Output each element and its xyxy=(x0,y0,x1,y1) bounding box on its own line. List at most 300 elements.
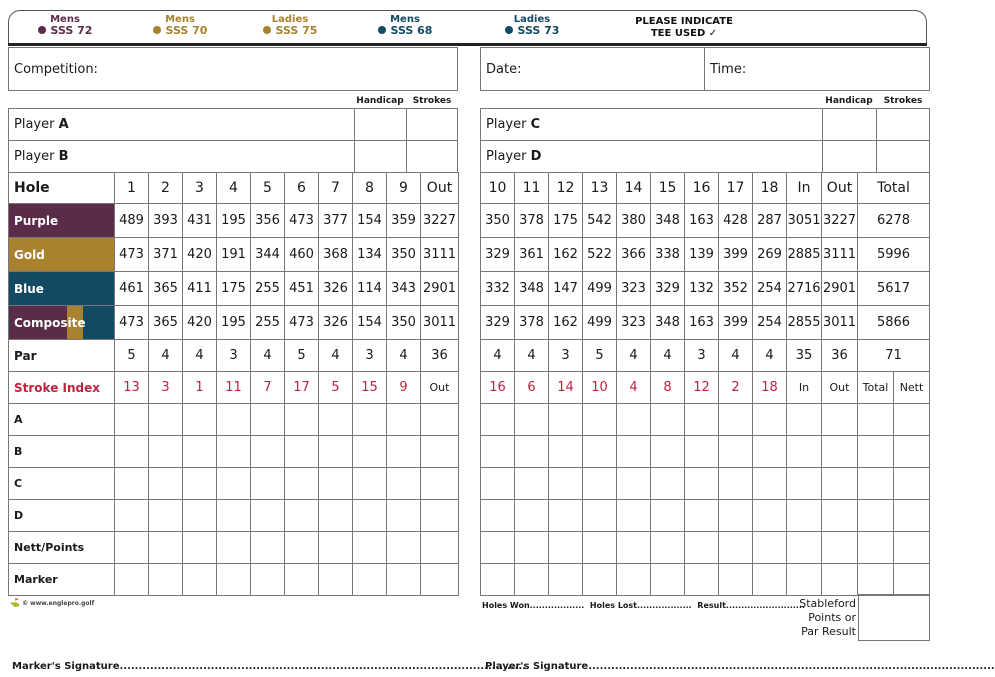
score-cell[interactable] xyxy=(515,532,549,564)
yardage-cell: 473 xyxy=(115,306,149,340)
hole-number: 18 xyxy=(753,173,787,204)
tee-gender: Mens xyxy=(390,14,420,25)
tee-option[interactable] xyxy=(30,14,100,36)
score-cell[interactable] xyxy=(858,468,894,500)
score-cell[interactable] xyxy=(115,564,149,596)
yardage-cell: 2885 xyxy=(787,238,822,272)
score-cell[interactable] xyxy=(183,500,217,532)
yardage-cell: 6278 xyxy=(858,204,930,238)
stableford-label xyxy=(790,597,856,639)
yardage-cell: 254 xyxy=(753,306,787,340)
tee-indicator-note xyxy=(628,16,740,40)
stroke-index-cell: Out xyxy=(822,372,858,404)
yardage-cell: 348 xyxy=(515,272,549,306)
score-cell[interactable] xyxy=(319,564,353,596)
yardage-cell: 5617 xyxy=(858,272,930,306)
score-cell[interactable] xyxy=(719,468,753,500)
score-cell[interactable] xyxy=(217,436,251,468)
tee-row-label: Blue xyxy=(9,272,115,306)
back-nine-table xyxy=(480,172,930,596)
stroke-index-cell: 10 xyxy=(583,372,617,404)
yardage-cell: 154 xyxy=(353,204,387,238)
yardage-cell: 350 xyxy=(481,204,515,238)
yardage-cell: 393 xyxy=(149,204,183,238)
stroke-index-cell: Total xyxy=(858,372,894,404)
yardage-cell: 522 xyxy=(583,238,617,272)
yardage-cell: 350 xyxy=(387,238,421,272)
score-cell[interactable] xyxy=(353,404,387,436)
yardage-cell: 366 xyxy=(617,238,651,272)
tee-dot-icon xyxy=(505,26,513,34)
score-cell[interactable] xyxy=(353,436,387,468)
score-cell[interactable] xyxy=(753,500,787,532)
score-cell[interactable] xyxy=(421,436,459,468)
score-cell[interactable] xyxy=(617,436,651,468)
player-a-name[interactable] xyxy=(9,109,355,141)
score-cell[interactable] xyxy=(685,564,719,596)
hole-label: Hole xyxy=(9,173,115,204)
score-cell[interactable] xyxy=(549,532,583,564)
stableford-line1: Stableford xyxy=(799,597,856,610)
score-cell[interactable] xyxy=(583,500,617,532)
score-cell[interactable] xyxy=(251,436,285,468)
score-cell[interactable] xyxy=(387,500,421,532)
hole-number: 9 xyxy=(387,173,421,204)
stroke-index-cell: 14 xyxy=(549,372,583,404)
stroke-index-cell: 3 xyxy=(149,372,183,404)
yardage-cell: 139 xyxy=(685,238,719,272)
yardage-cell: 147 xyxy=(549,272,583,306)
score-cell[interactable] xyxy=(549,564,583,596)
yardage-cell: 114 xyxy=(353,272,387,306)
yardage-cell: 356 xyxy=(251,204,285,238)
score-cell[interactable] xyxy=(353,468,387,500)
score-cell[interactable] xyxy=(719,404,753,436)
score-cell[interactable] xyxy=(183,532,217,564)
tee-option[interactable] xyxy=(145,14,215,36)
yardage-cell: 195 xyxy=(217,204,251,238)
stroke-index-cell: 11 xyxy=(217,372,251,404)
score-cell[interactable] xyxy=(149,436,183,468)
handicap-header-left: Handicap xyxy=(356,96,404,106)
score-cell[interactable] xyxy=(787,436,822,468)
par-cell: 71 xyxy=(858,340,930,372)
yardage-cell: 3051 xyxy=(787,204,822,238)
yardage-cell: 163 xyxy=(685,204,719,238)
yardage-cell: 191 xyxy=(217,238,251,272)
strokes-header-left: Strokes xyxy=(412,96,452,106)
stableford-box[interactable] xyxy=(858,594,930,641)
player-signature[interactable]: Player's Signature........................................................................................................... xyxy=(485,661,995,672)
score-cell[interactable] xyxy=(617,468,651,500)
score-cell[interactable] xyxy=(115,468,149,500)
tee-option[interactable] xyxy=(370,14,440,36)
yardage-cell: 323 xyxy=(617,306,651,340)
par-label: Par xyxy=(9,340,115,372)
score-cell[interactable] xyxy=(583,532,617,564)
par-cell: 5 xyxy=(115,340,149,372)
score-cell[interactable] xyxy=(353,500,387,532)
score-cell[interactable] xyxy=(319,404,353,436)
yardage-cell: 254 xyxy=(753,272,787,306)
yardage-cell: 489 xyxy=(115,204,149,238)
tee-dot-icon xyxy=(153,26,161,34)
holes-won[interactable]: Holes Won.................. xyxy=(482,601,585,610)
score-cell[interactable] xyxy=(651,468,685,500)
score-cell[interactable] xyxy=(822,404,858,436)
score-cell[interactable] xyxy=(787,564,822,596)
score-cell[interactable] xyxy=(481,564,515,596)
score-cell[interactable] xyxy=(515,404,549,436)
score-cell[interactable] xyxy=(251,500,285,532)
score-cell[interactable] xyxy=(183,436,217,468)
score-cell[interactable] xyxy=(481,500,515,532)
score-cell[interactable] xyxy=(251,564,285,596)
par-cell: 3 xyxy=(217,340,251,372)
yardage-cell: 350 xyxy=(387,306,421,340)
par-cell: 5 xyxy=(583,340,617,372)
score-cell[interactable] xyxy=(651,500,685,532)
score-cell[interactable] xyxy=(858,436,894,468)
score-cell[interactable] xyxy=(421,564,459,596)
handicap-header-right: Handicap xyxy=(825,96,873,106)
yardage-cell: 428 xyxy=(719,204,753,238)
yardage-cell: 378 xyxy=(515,306,549,340)
player-c-name[interactable] xyxy=(481,109,823,141)
yardage-cell: 163 xyxy=(685,306,719,340)
score-cell[interactable] xyxy=(549,468,583,500)
score-cell[interactable] xyxy=(183,468,217,500)
score-cell[interactable] xyxy=(787,404,822,436)
player-b-handicap[interactable] xyxy=(355,141,407,173)
player-d-letter: D xyxy=(530,149,542,164)
score-cell[interactable] xyxy=(319,500,353,532)
score-cell[interactable] xyxy=(149,564,183,596)
score-cell[interactable] xyxy=(515,468,549,500)
yardage-cell: 175 xyxy=(549,204,583,238)
yardage-cell: 329 xyxy=(651,272,685,306)
score-cell[interactable] xyxy=(583,436,617,468)
stroke-index-cell: 9 xyxy=(387,372,421,404)
yardage-cell: 368 xyxy=(319,238,353,272)
yardage-cell: 365 xyxy=(149,272,183,306)
stroke-index-cell: 7 xyxy=(251,372,285,404)
par-cell: 5 xyxy=(285,340,319,372)
score-cell[interactable] xyxy=(481,404,515,436)
player-b-strokes[interactable] xyxy=(407,141,458,173)
yardage-cell: 365 xyxy=(149,306,183,340)
stroke-index-cell: Nett xyxy=(894,372,930,404)
score-cell[interactable] xyxy=(651,404,685,436)
yardage-cell: 460 xyxy=(285,238,319,272)
score-cell[interactable] xyxy=(894,468,930,500)
yardage-cell: 2716 xyxy=(787,272,822,306)
score-row-label: A xyxy=(9,404,115,436)
stroke-index-cell: 8 xyxy=(651,372,685,404)
hole-number: 15 xyxy=(651,173,685,204)
score-cell[interactable] xyxy=(285,404,319,436)
par-cell: 4 xyxy=(481,340,515,372)
stroke-index-cell: 18 xyxy=(753,372,787,404)
yardage-cell: 361 xyxy=(515,238,549,272)
score-cell[interactable] xyxy=(285,532,319,564)
score-cell[interactable] xyxy=(858,404,894,436)
hole-number: Out xyxy=(421,173,459,204)
player-d-prefix: Player xyxy=(486,149,531,164)
score-cell[interactable] xyxy=(115,436,149,468)
tee-gender: Mens xyxy=(50,14,80,25)
hole-number: Out xyxy=(822,173,858,204)
score-cell[interactable] xyxy=(251,404,285,436)
score-cell[interactable] xyxy=(217,404,251,436)
yardage-cell: 134 xyxy=(353,238,387,272)
players-left xyxy=(8,108,458,173)
score-cell[interactable] xyxy=(651,532,685,564)
yardage-cell: 332 xyxy=(481,272,515,306)
score-cell[interactable] xyxy=(549,500,583,532)
player-a-handicap[interactable] xyxy=(355,109,407,141)
score-cell[interactable] xyxy=(217,564,251,596)
yardage-cell: 499 xyxy=(583,306,617,340)
player-c-handicap[interactable] xyxy=(823,109,877,141)
yardage-cell: 473 xyxy=(285,204,319,238)
date-field[interactable]: Date: xyxy=(481,48,705,91)
score-cell[interactable] xyxy=(685,404,719,436)
stroke-index-cell: 1 xyxy=(183,372,217,404)
player-c-strokes[interactable] xyxy=(877,109,930,141)
score-cell[interactable] xyxy=(617,532,651,564)
yardage-cell: 269 xyxy=(753,238,787,272)
score-cell[interactable] xyxy=(617,404,651,436)
score-cell[interactable] xyxy=(421,532,459,564)
score-cell[interactable] xyxy=(719,564,753,596)
hole-number: 4 xyxy=(217,173,251,204)
score-cell[interactable] xyxy=(387,532,421,564)
hole-number: 14 xyxy=(617,173,651,204)
score-cell[interactable] xyxy=(115,532,149,564)
score-cell[interactable] xyxy=(319,436,353,468)
competition-field[interactable]: Competition: xyxy=(9,48,458,91)
score-cell[interactable] xyxy=(481,532,515,564)
score-cell[interactable] xyxy=(753,404,787,436)
score-cell[interactable] xyxy=(822,564,858,596)
score-cell[interactable] xyxy=(421,500,459,532)
yardage-cell: 255 xyxy=(251,272,285,306)
score-cell[interactable] xyxy=(421,468,459,500)
score-row-label: Nett/Points xyxy=(9,532,115,564)
score-cell[interactable] xyxy=(787,532,822,564)
yardage-cell: 132 xyxy=(685,272,719,306)
time-field[interactable]: Time: xyxy=(705,48,930,91)
score-cell[interactable] xyxy=(285,436,319,468)
score-cell[interactable] xyxy=(894,500,930,532)
score-cell[interactable] xyxy=(894,436,930,468)
yardage-cell: 338 xyxy=(651,238,685,272)
stroke-index-cell: 13 xyxy=(115,372,149,404)
score-cell[interactable] xyxy=(685,468,719,500)
yardage-cell: 411 xyxy=(183,272,217,306)
score-cell[interactable] xyxy=(515,564,549,596)
score-row-label: C xyxy=(9,468,115,500)
score-cell[interactable] xyxy=(583,404,617,436)
stroke-index-label: Stroke Index xyxy=(9,372,115,404)
stroke-index-cell: 6 xyxy=(515,372,549,404)
player-d-strokes[interactable] xyxy=(877,141,930,173)
score-cell[interactable] xyxy=(822,468,858,500)
score-cell[interactable] xyxy=(217,468,251,500)
score-cell[interactable] xyxy=(217,500,251,532)
score-cell[interactable] xyxy=(894,532,930,564)
score-cell[interactable] xyxy=(217,532,251,564)
hole-number: 7 xyxy=(319,173,353,204)
score-cell[interactable] xyxy=(822,532,858,564)
score-cell[interactable] xyxy=(481,436,515,468)
par-cell: 35 xyxy=(787,340,822,372)
yardage-cell: 323 xyxy=(617,272,651,306)
tee-gender: Mens xyxy=(165,14,195,25)
score-cell[interactable] xyxy=(719,500,753,532)
score-cell[interactable] xyxy=(387,436,421,468)
score-cell[interactable] xyxy=(387,468,421,500)
score-cell[interactable] xyxy=(387,564,421,596)
score-cell[interactable] xyxy=(149,468,183,500)
tee-row-label: Gold xyxy=(9,238,115,272)
score-cell[interactable] xyxy=(353,564,387,596)
score-cell[interactable] xyxy=(583,564,617,596)
score-cell[interactable] xyxy=(515,436,549,468)
yardage-cell: 359 xyxy=(387,204,421,238)
par-cell: 3 xyxy=(685,340,719,372)
score-cell[interactable] xyxy=(319,532,353,564)
stroke-index-cell: In xyxy=(787,372,822,404)
hole-number: 12 xyxy=(549,173,583,204)
score-cell[interactable] xyxy=(515,500,549,532)
score-cell[interactable] xyxy=(858,500,894,532)
score-cell[interactable] xyxy=(183,404,217,436)
yardage-cell: 2855 xyxy=(787,306,822,340)
yardage-cell: 542 xyxy=(583,204,617,238)
score-cell[interactable] xyxy=(183,564,217,596)
tee-sss: SSS 73 xyxy=(517,24,560,37)
yardage-cell: 473 xyxy=(285,306,319,340)
score-cell[interactable] xyxy=(481,468,515,500)
yardage-cell: 162 xyxy=(549,238,583,272)
yardage-cell: 378 xyxy=(515,204,549,238)
yardage-cell: 3011 xyxy=(822,306,858,340)
yardage-cell: 399 xyxy=(719,306,753,340)
score-cell[interactable] xyxy=(549,436,583,468)
score-cell[interactable] xyxy=(251,532,285,564)
yardage-cell: 377 xyxy=(319,204,353,238)
score-cell[interactable] xyxy=(651,564,685,596)
result[interactable]: Result.......................... xyxy=(697,601,805,610)
score-cell[interactable] xyxy=(753,532,787,564)
tee-sss: SSS 72 xyxy=(50,24,93,37)
score-cell[interactable] xyxy=(753,468,787,500)
stroke-index-cell: 4 xyxy=(617,372,651,404)
yardage-cell: 371 xyxy=(149,238,183,272)
tee-option[interactable] xyxy=(497,14,567,36)
score-cell[interactable] xyxy=(858,532,894,564)
score-cell[interactable] xyxy=(285,564,319,596)
score-cell[interactable] xyxy=(894,564,930,596)
score-cell[interactable] xyxy=(285,468,319,500)
score-cell[interactable] xyxy=(583,468,617,500)
par-cell: 36 xyxy=(822,340,858,372)
score-cell[interactable] xyxy=(685,436,719,468)
score-cell[interactable] xyxy=(149,532,183,564)
score-cell[interactable] xyxy=(115,404,149,436)
score-cell[interactable] xyxy=(149,404,183,436)
score-cell[interactable] xyxy=(685,532,719,564)
score-cell[interactable] xyxy=(149,500,183,532)
par-cell: 4 xyxy=(753,340,787,372)
hole-number: 6 xyxy=(285,173,319,204)
score-cell[interactable] xyxy=(651,436,685,468)
stroke-index-cell: 2 xyxy=(719,372,753,404)
player-b-name[interactable] xyxy=(9,141,355,173)
score-cell[interactable] xyxy=(421,404,459,436)
hole-number: 2 xyxy=(149,173,183,204)
score-cell[interactable] xyxy=(719,436,753,468)
score-cell[interactable] xyxy=(822,500,858,532)
par-cell: 4 xyxy=(719,340,753,372)
score-cell[interactable] xyxy=(787,468,822,500)
player-a-strokes[interactable] xyxy=(407,109,458,141)
score-cell[interactable] xyxy=(115,500,149,532)
score-cell[interactable] xyxy=(753,436,787,468)
holes-lost[interactable]: Holes Lost.................. xyxy=(589,601,692,610)
marker-signature[interactable]: Marker's Signature........................................................................................................... xyxy=(12,661,526,672)
yardage-cell: 3011 xyxy=(421,306,459,340)
yardage-cell: 3227 xyxy=(421,204,459,238)
yardage-cell: 162 xyxy=(549,306,583,340)
par-cell: 4 xyxy=(183,340,217,372)
score-cell[interactable] xyxy=(285,500,319,532)
player-b-prefix: Player xyxy=(14,149,59,164)
tee-sss: SSS 68 xyxy=(390,24,433,37)
score-cell[interactable] xyxy=(251,468,285,500)
score-cell[interactable] xyxy=(787,500,822,532)
par-cell: 4 xyxy=(651,340,685,372)
yardage-cell: 348 xyxy=(651,306,685,340)
score-cell[interactable] xyxy=(353,532,387,564)
score-cell[interactable] xyxy=(753,564,787,596)
par-cell: 3 xyxy=(353,340,387,372)
player-c-letter: C xyxy=(530,117,541,132)
score-cell[interactable] xyxy=(387,404,421,436)
par-cell: 3 xyxy=(549,340,583,372)
score-cell[interactable] xyxy=(617,500,651,532)
hole-number: 10 xyxy=(481,173,515,204)
player-d-name[interactable] xyxy=(481,141,823,173)
score-cell[interactable] xyxy=(319,468,353,500)
score-cell[interactable] xyxy=(719,532,753,564)
stroke-index-cell: 16 xyxy=(481,372,515,404)
score-cell[interactable] xyxy=(894,404,930,436)
yardage-cell: 3111 xyxy=(822,238,858,272)
score-cell[interactable] xyxy=(858,564,894,596)
score-cell[interactable] xyxy=(617,564,651,596)
score-cell[interactable] xyxy=(685,500,719,532)
player-d-handicap[interactable] xyxy=(823,141,877,173)
tee-option[interactable] xyxy=(255,14,325,36)
yardage-cell: 154 xyxy=(353,306,387,340)
score-cell[interactable] xyxy=(549,404,583,436)
stroke-index-cell: 5 xyxy=(319,372,353,404)
yardage-cell: 451 xyxy=(285,272,319,306)
score-cell[interactable] xyxy=(822,436,858,468)
